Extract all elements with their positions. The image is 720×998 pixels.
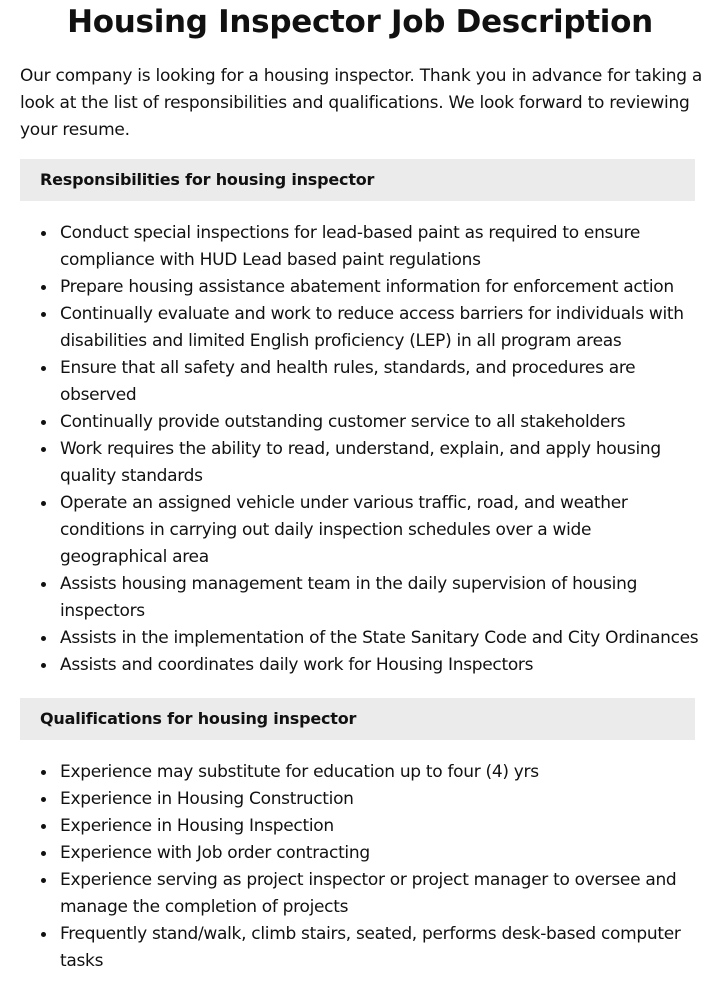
bullet-icon: [41, 501, 46, 506]
list-item: Ensure that all safety and health rules, standards, and procedures are observed: [20, 355, 700, 409]
list-item: Assists and coordinates daily work for Housing Inspectors: [20, 652, 700, 679]
list-item: Prepare housing assistance abatement information for enforcement action: [20, 274, 700, 301]
qualifications-heading: Qualifications for housing inspector: [20, 698, 695, 740]
responsibilities-heading: Responsibilities for housing inspector: [20, 159, 695, 201]
list-item: Operate an assigned vehicle under various traffic, road, and weather conditions in carrying out daily inspection schedules over a wide geographical area: [20, 490, 700, 571]
bullet-icon: [41, 285, 46, 290]
bullet-icon: [41, 582, 46, 587]
bullet-icon: [41, 231, 46, 236]
list-item: Continually provide outstanding customer service to all stakeholders: [20, 409, 700, 436]
list-item: Frequently stand/walk, climb stairs, seated, performs desk-based computer tasks: [20, 921, 700, 975]
list-item: Continually evaluate and work to reduce access barriers for individuals with disabilities and limited English proficiency (LEP) in all program areas: [20, 301, 700, 355]
list-item: Assists housing management team in the daily supervision of housing inspectors: [20, 571, 700, 625]
responsibilities-list: [20, 220, 700, 679]
qualifications-list: [20, 759, 700, 975]
bullet-icon: [41, 932, 46, 937]
list-item: Experience in Housing Construction: [20, 786, 700, 813]
bullet-icon: [41, 447, 46, 452]
list-item: Assists in the implementation of the State Sanitary Code and City Ordinances: [20, 625, 700, 652]
bullet-icon: [41, 878, 46, 883]
list-item: Experience serving as project inspector or project manager to oversee and manage the completion of projects: [20, 867, 700, 921]
bullet-icon: [41, 312, 46, 317]
list-item: Experience may substitute for education up to four (4) yrs: [20, 759, 700, 786]
bullet-icon: [41, 770, 46, 775]
list-item: Experience in Housing Inspection: [20, 813, 700, 840]
list-item: Conduct special inspections for lead-based paint as required to ensure compliance with HUD Lead based paint regulations: [20, 220, 700, 274]
bullet-icon: [41, 636, 46, 641]
intro-paragraph: Our company is looking for a housing inspector. Thank you in advance for taking a look at the list of responsibilities and qualifications. We look forward to reviewing your resume.: [20, 66, 703, 140]
bullet-icon: [41, 824, 46, 829]
bullet-icon: [41, 851, 46, 856]
list-item: Experience with Job order contracting: [20, 840, 700, 867]
page-title: Housing Inspector Job Description: [67, 4, 653, 40]
bullet-icon: [41, 420, 46, 425]
bullet-icon: [41, 797, 46, 802]
list-item: Work requires the ability to read, understand, explain, and apply housing quality standards: [20, 436, 700, 490]
bullet-icon: [41, 663, 46, 668]
bullet-icon: [41, 366, 46, 371]
